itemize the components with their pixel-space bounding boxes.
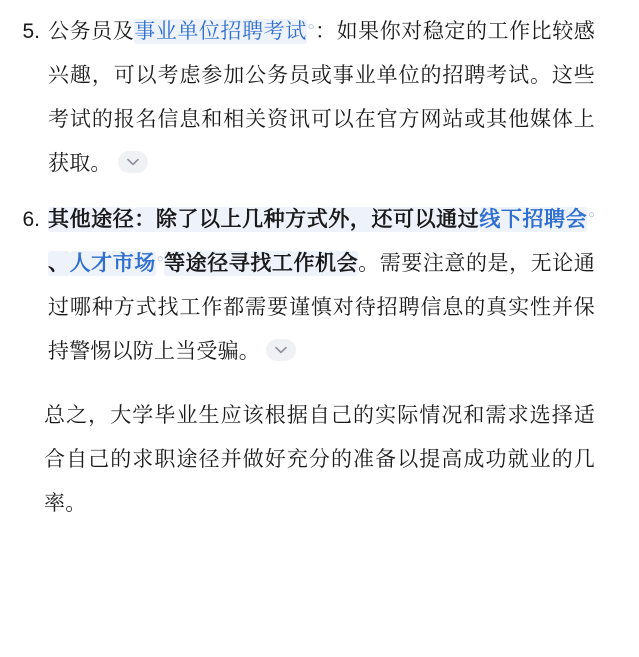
link-superscript-icon: ○	[307, 21, 315, 33]
chevron-down-icon[interactable]	[266, 339, 296, 361]
list-item-body	[48, 198, 639, 374]
document-page	[0, 10, 639, 657]
text-run-strong: 其他途径	[48, 208, 135, 231]
ordered-list	[0, 10, 639, 374]
list-item-body	[48, 10, 639, 186]
list-item	[0, 198, 639, 374]
link-talent-market[interactable]: 人才市场	[69, 252, 156, 275]
list-item-marker: 6.	[22, 208, 40, 231]
text-run: 公务员及	[48, 20, 135, 43]
text-run: ：如果你对稳定的工作比较感兴趣，可以考虑参加公务员或事业单位的招聘考试。这些考试的报名信息和相关资讯可以在官方网站或其他媒体上获取。	[48, 20, 595, 175]
list-item-marker: 5.	[22, 20, 40, 43]
link-public-institution-exam[interactable]: 事业单位招聘考试	[134, 20, 307, 43]
text-run: ：除了以上几种方式外，还可以通过	[134, 208, 480, 231]
link-offline-job-fair[interactable]: 线下招聘会	[479, 208, 588, 231]
text-run: 等途径寻找工作机会	[163, 252, 359, 275]
list-item	[0, 10, 639, 186]
link-superscript-icon: ○	[156, 253, 164, 265]
text-run: 、	[48, 252, 70, 275]
link-superscript-icon: ○	[588, 209, 595, 221]
text-run: 。需要注意的是，无论通过哪种方式找工作都需要谨慎对待招聘信息的真实性并保持警惕以防上当受骗。	[48, 252, 595, 363]
closing-paragraph: 总之，大学毕业生应该根据自己的实际情况和需求选择适合自己的求职途径并做好充分的准备以提高成功就业的几率。	[44, 404, 595, 515]
chevron-down-icon[interactable]	[118, 151, 148, 173]
